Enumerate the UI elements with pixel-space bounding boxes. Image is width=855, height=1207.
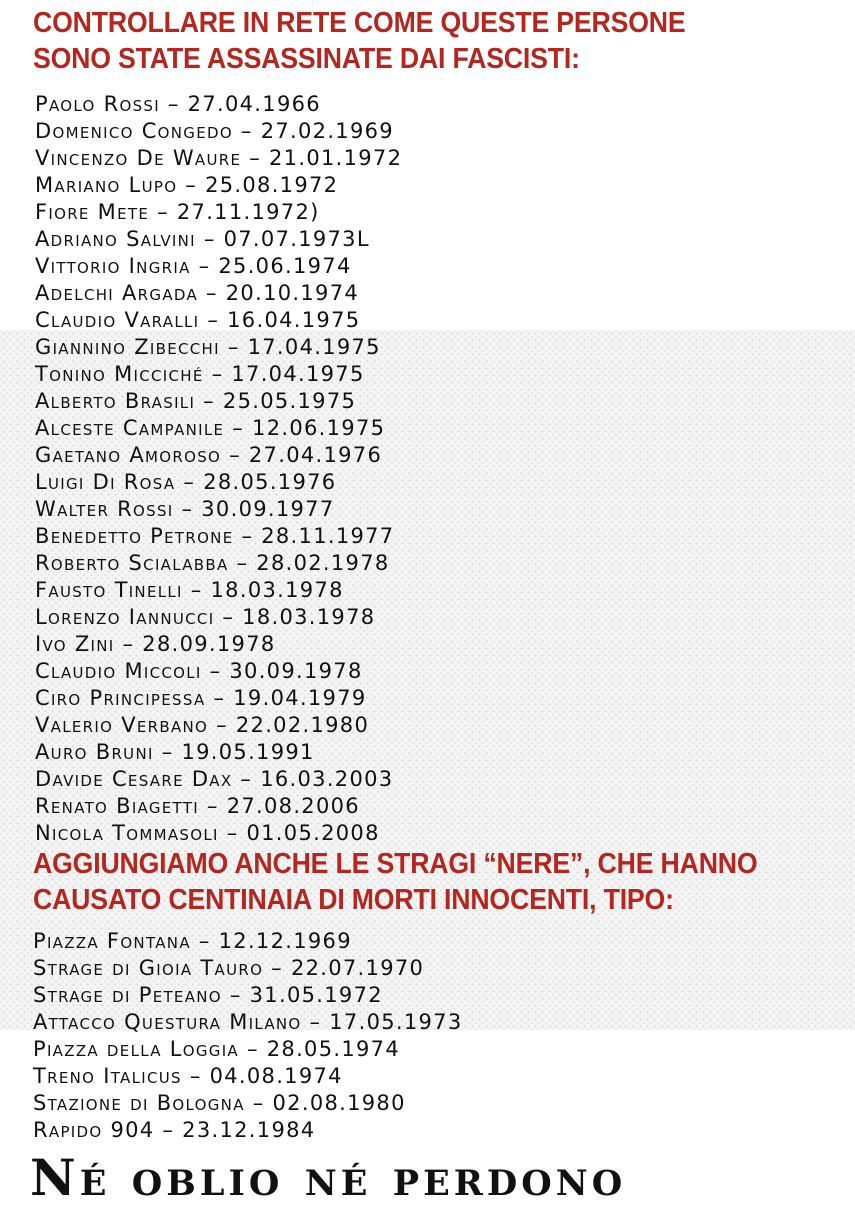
- heading-massacres: [33, 846, 757, 918]
- victim-list-item: Vincenzo De Waure – 21.01.1972: [35, 146, 403, 170]
- massacre-list-item: Attacco Questura Milano – 17.05.1973: [33, 1010, 463, 1034]
- victim-list-item: Luigi Di Rosa – 28.05.1976: [35, 470, 337, 494]
- victims-list: [35, 91, 402, 847]
- victim-list-item: Adelchi Argada – 20.10.1974: [35, 281, 360, 305]
- victim-list-item: Domenico Congedo – 27.02.1969: [35, 119, 394, 143]
- victim-list-item: Lorenzo Iannucci – 18.03.1978: [35, 605, 376, 629]
- victim-list-item: Roberto Scialabba – 28.02.1978: [35, 551, 390, 575]
- victim-list-item: Alceste Campanile – 12.06.1975: [35, 416, 386, 440]
- victim-list-item: Claudio Miccoli – 30.09.1978: [35, 659, 363, 683]
- victim-list-item: Valerio Verbano – 22.02.1980: [35, 713, 370, 737]
- heading-victims: [33, 5, 685, 77]
- massacres-list: [33, 928, 463, 1144]
- victim-list-item: Davide Cesare Dax – 16.03.2003: [35, 767, 394, 791]
- massacre-list-item: Strage di Peteano – 31.05.1972: [33, 983, 383, 1007]
- victim-list-item: Fiore Mete – 27.11.1972): [35, 200, 320, 224]
- heading-victims-line2: SONO STATE ASSASSINATE DAI FASCISTI:: [33, 43, 580, 75]
- victim-list-item: Renato Biagetti – 27.08.2006: [35, 794, 360, 818]
- heading-massacres-line2: CAUSATO CENTINAIA DI MORTI INNOCENTI, TIPO:: [33, 884, 674, 916]
- heading-victims-line1: CONTROLLARE IN RETE COME QUESTE PERSONE: [33, 7, 686, 39]
- victim-list-item: Auro Bruni – 19.05.1991: [35, 740, 315, 764]
- victim-list-item: Paolo Rossi – 27.04.1966: [35, 92, 321, 116]
- victim-list-item: Benedetto Petrone – 28.11.1977: [35, 524, 395, 548]
- victim-list-item: Claudio Varalli – 16.04.1975: [35, 308, 361, 332]
- victim-list-item: Nicola Tommasoli – 01.05.2008: [35, 821, 380, 845]
- victim-list-item: Giannino Zibecchi – 17.04.1975: [35, 335, 381, 359]
- victim-list-item: Ciro Principessa – 19.04.1979: [35, 686, 367, 710]
- victim-list-item: Walter Rossi – 30.09.1977: [35, 497, 335, 521]
- victim-list-item: Fausto Tinelli – 18.03.1978: [35, 578, 344, 602]
- massacre-list-item: Rapido 904 – 23.12.1984: [33, 1118, 316, 1142]
- heading-massacres-line1: AGGIUNGIAMO ANCHE LE STRAGI “NERE”, CHE HANNO: [33, 848, 758, 880]
- victim-list-item: Adriano Salvini – 07.07.1973L: [35, 227, 370, 251]
- massacre-list-item: Treno Italicus – 04.08.1974: [33, 1064, 343, 1088]
- victim-list-item: Tonino Micciché – 17.04.1975: [35, 362, 365, 386]
- victim-list-item: Vittorio Ingria – 25.06.1974: [35, 254, 352, 278]
- massacre-list-item: Strage di Gioia Tauro – 22.07.1970: [33, 956, 425, 980]
- massacre-list-item: Piazza della Loggia – 28.05.1974: [33, 1037, 400, 1061]
- victim-list-item: Ivo Zini – 28.09.1978: [35, 632, 276, 656]
- victim-list-item: Gaetano Amoroso – 27.04.1976: [35, 443, 383, 467]
- massacre-list-item: Stazione di Bologna – 02.08.1980: [33, 1091, 406, 1115]
- victim-list-item: Alberto Brasili – 25.05.1975: [35, 389, 357, 413]
- victim-list-item: Mariano Lupo – 25.08.1972: [35, 173, 339, 197]
- massacre-list-item: Piazza Fontana – 12.12.1969: [33, 929, 352, 953]
- footer-slogan: Né oblio né perdono: [30, 1148, 627, 1207]
